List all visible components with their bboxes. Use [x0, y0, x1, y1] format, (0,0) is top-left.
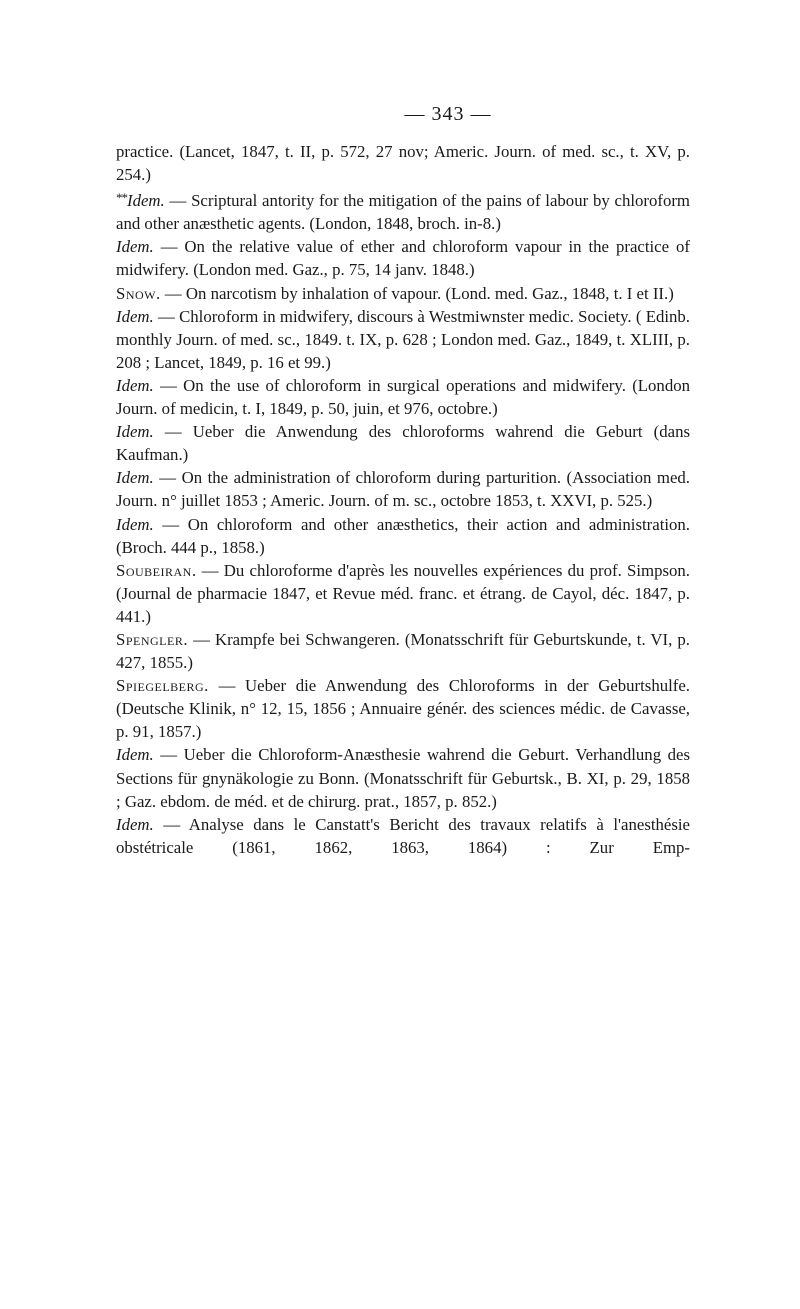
- entry-author: Spiegelberg.: [116, 676, 209, 696]
- bibliography-entry: [116, 374, 690, 420]
- entry-text: — Chloroform in midwifery, discours à Westmiwnster medic. Society. ( Edinb. monthly Journ. of med. sc., 1849. t. IX, p. 628 ; London med. Gaz., 1849, t. XLIII, p. 208 ; Lancet, 1849, p. 16 et 99.): [116, 306, 690, 372]
- bibliography-entry: [116, 559, 690, 628]
- entry-author: Soubeiran.: [116, 560, 197, 580]
- entry-lead: Idem.: [116, 468, 154, 488]
- entry-marker: **: [116, 190, 127, 206]
- entry-author: Spengler.: [116, 629, 189, 649]
- bibliography-entry: [116, 305, 690, 374]
- book-page: [116, 104, 690, 859]
- entry-text: — Ueber die Chloroform-Anæsthesie wahrend die Geburt. Verhandlung des Sections für gnynäkologie zu Bonn. (Monatsschrift für Geburtsk., B. XI, p. 29, 1858 ; Gaz. ebdom. de méd. et de chirurg. prat., 1857, p. 852.): [116, 745, 690, 811]
- bibliography-entry: [116, 186, 690, 235]
- entry-text: — On the administration of chloroform during parturition. (Association med. Journ. n° juillet 1853 ; Americ. Journ. of m. sc., octobre 1853, t. XXVI, p. 525.): [116, 468, 690, 511]
- entry-lead: Idem.: [116, 745, 154, 765]
- entry-text: — On the relative value of ether and chloroform vapour in the practice of midwifery. (London med. Gaz., p. 75, 14 janv. 1848.): [116, 237, 690, 280]
- entry-text: — On the use of chloroform in surgical operations and midwifery. (London Journ. of medicin, t. I, 1849, p. 50, juin, et 976, octobre.): [116, 375, 690, 419]
- entry-text: — Ueber die Anwendung des chloroforms wahrend die Geburt (dans Kaufman.): [116, 422, 690, 465]
- entry-text: — On chloroform and other anæsthetics, their action and administration. (Broch. 444 p., 1858.): [116, 514, 690, 557]
- page-number: — 343 —: [404, 103, 492, 125]
- entry-text: — Scriptural antority for the mitigation of the pains of labour by chloroform and other anæsthetic agents. (London, 1848, broch. in-8.): [116, 191, 690, 234]
- bibliography-entry: [116, 743, 690, 812]
- entry-text: practice. (Lancet, 1847, t. II, p. 572, 27 nov; Americ. Journ. of med. sc., t. XV, p. 254.): [116, 142, 690, 185]
- entry-lead: Idem.: [127, 191, 165, 211]
- entry-text: — Analyse dans le Canstatt's Bericht des travaux relatifs à l'anesthésie obstétricale (1861, 1862, 1863, 1864) : Zur Emp-: [116, 814, 690, 857]
- entry-lead: Idem.: [116, 514, 154, 534]
- bibliography-entry: [116, 813, 690, 859]
- entry-lead: Idem.: [116, 814, 154, 834]
- bibliography-entry: [116, 420, 690, 466]
- entry-lead: Idem.: [116, 237, 154, 257]
- bibliography-entry: [116, 513, 690, 559]
- entry-text: — Du chloroforme d'après les nouvelles expériences du prof. Simpson. (Journal de pharmacie 1847, et Revue méd. franc. et étrang. de Cayol, déc. 1847, p. 441.): [116, 560, 690, 626]
- bibliography-entry: [116, 674, 690, 743]
- entry-author: Snow.: [116, 283, 161, 303]
- bibliography-entry: [116, 140, 690, 186]
- bibliography-entry: [116, 466, 690, 512]
- entry-lead: Idem.: [116, 422, 154, 442]
- bibliography-entry: [116, 235, 690, 281]
- entry-lead: Idem.: [116, 306, 154, 326]
- bibliography-entry: [116, 628, 690, 674]
- bibliography-list: [116, 140, 690, 859]
- entry-text: — On narcotism by inhalation of vapour. (Lond. med. Gaz., 1848, t. I et II.): [160, 283, 674, 303]
- bibliography-entry: [116, 282, 690, 305]
- entry-text: — Ueber die Anwendung des Chloroforms in der Geburtshulfe. (Deutsche Klinik, n° 12, 15, 1856 ; Annuaire génér. des sciences médic. de Cavasse, p. 91, 1857.): [116, 676, 690, 742]
- entry-text: — Krampfe bei Schwangeren. (Monatsschrift für Geburtskunde, t. VI, p. 427, 1855.): [116, 629, 690, 673]
- entry-lead: Idem.: [116, 375, 154, 395]
